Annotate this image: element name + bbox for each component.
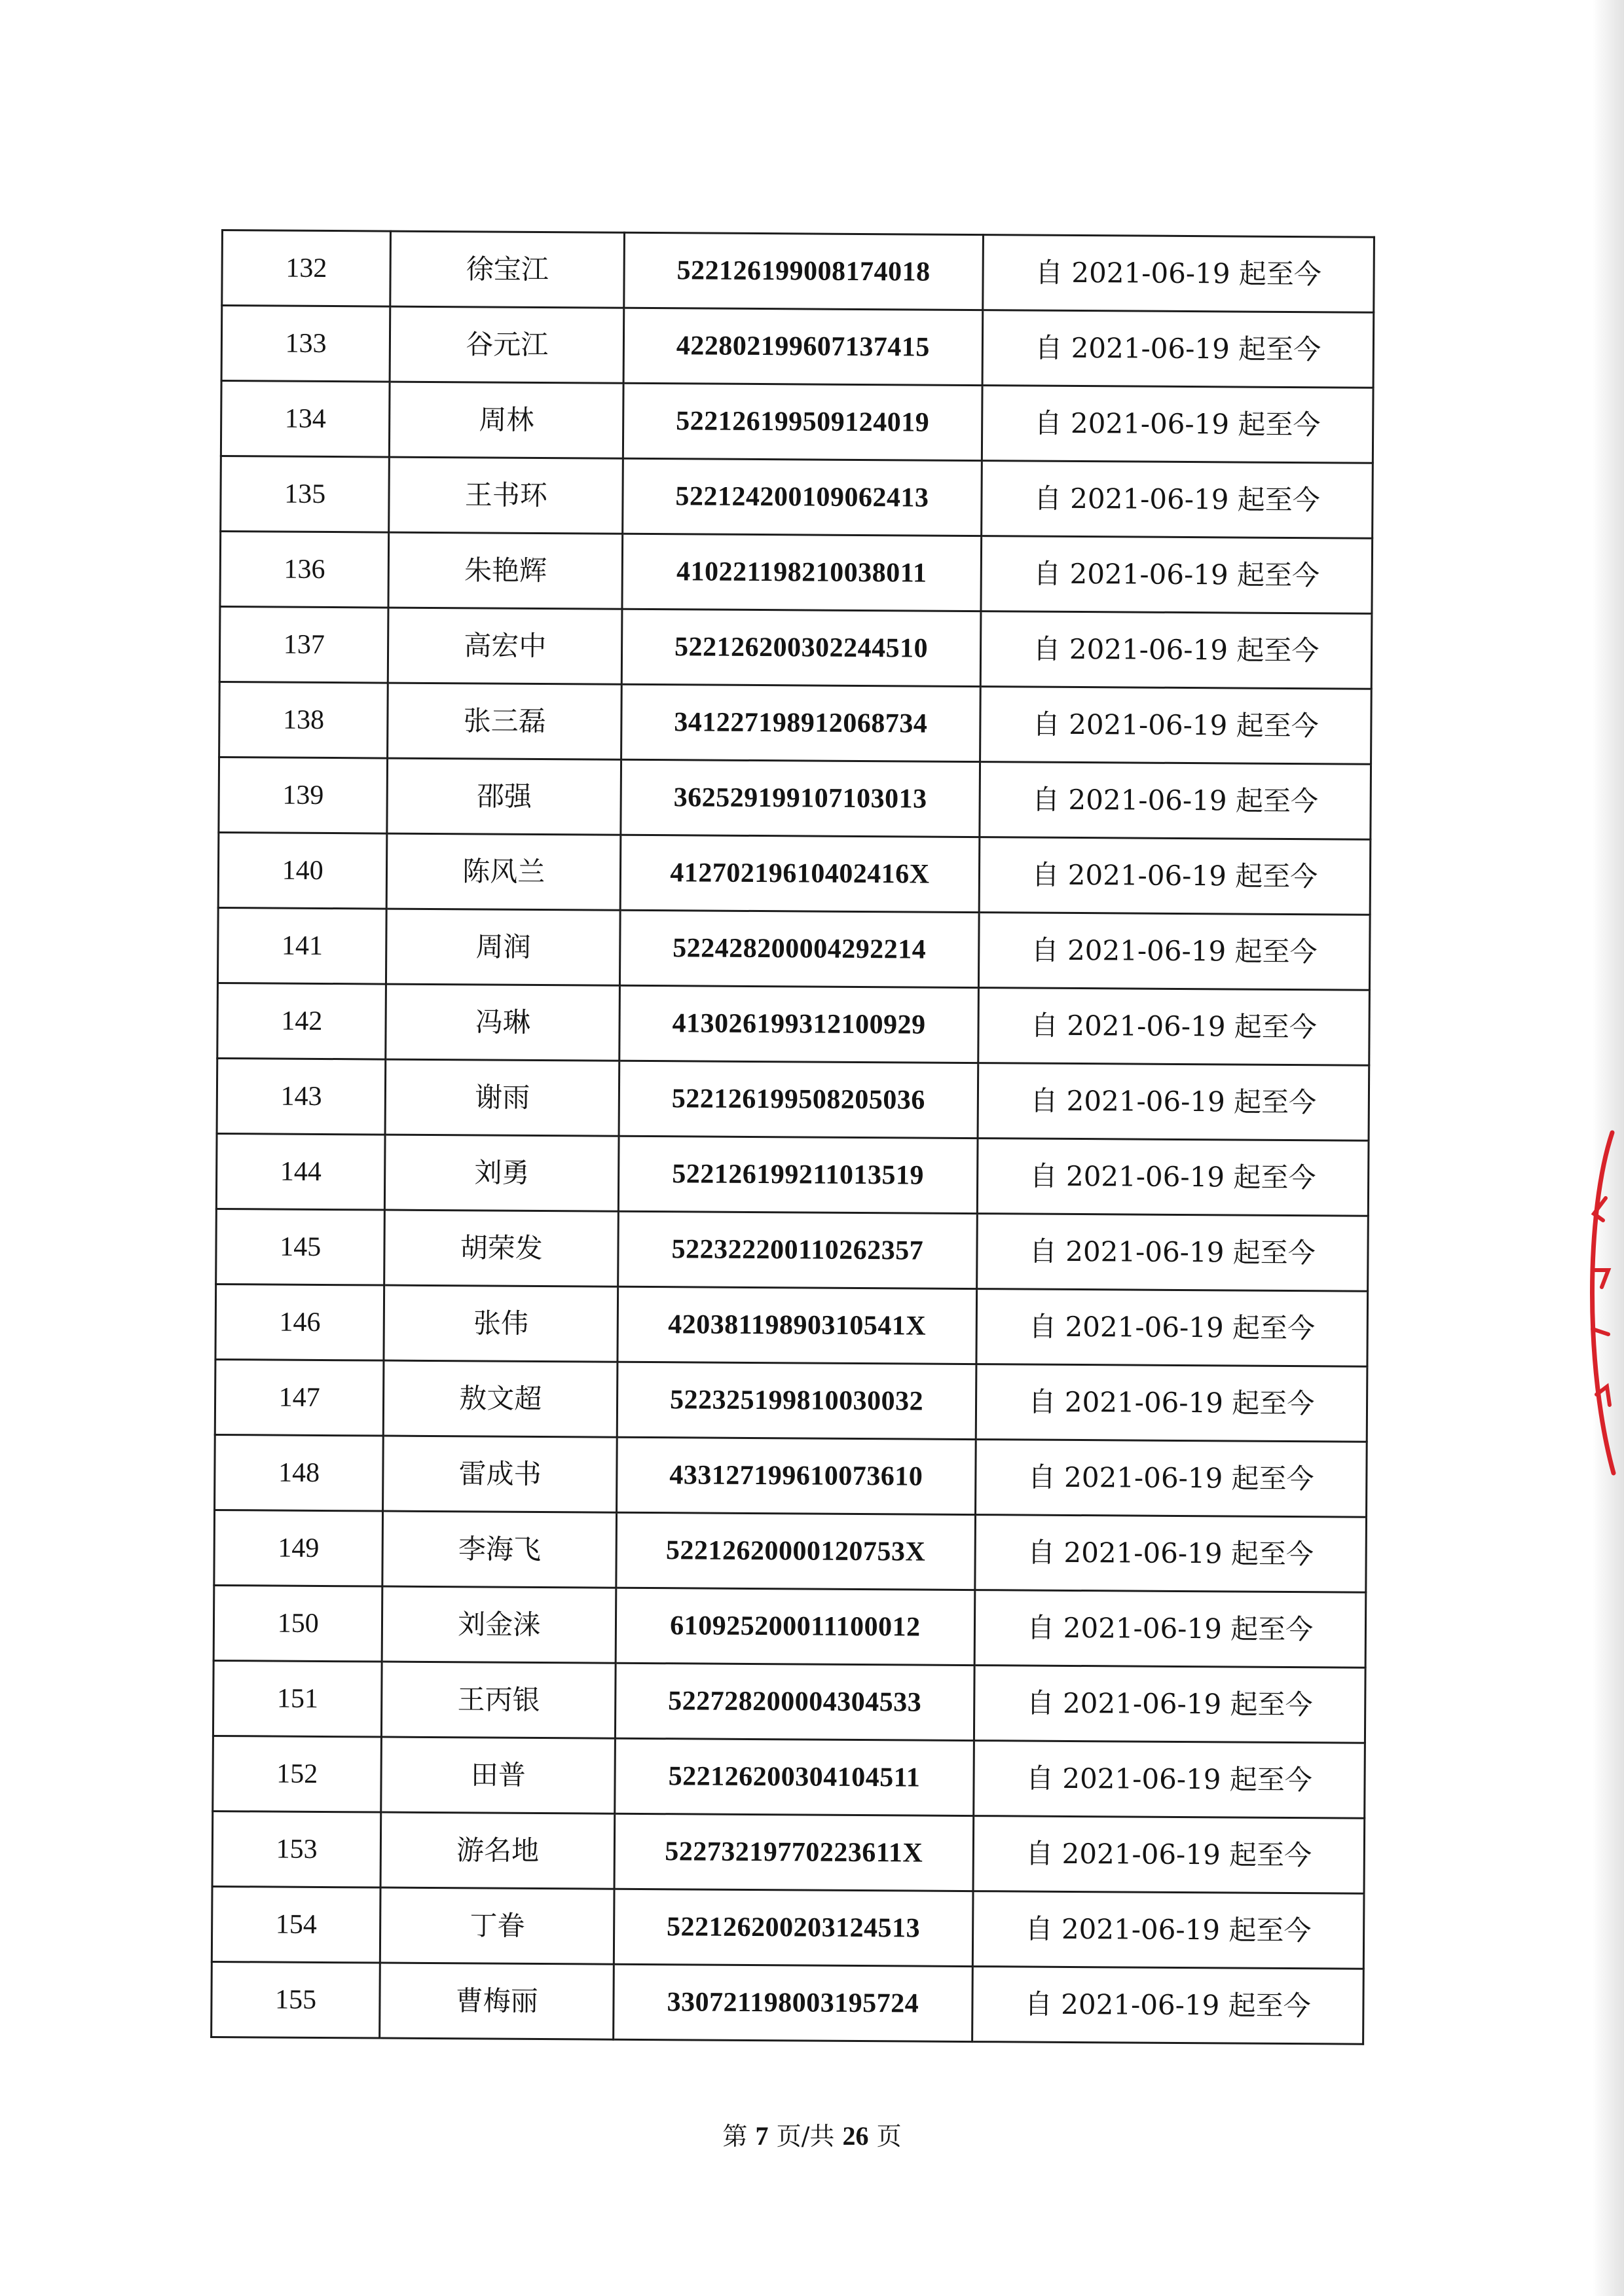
- table-row: [215, 1434, 1367, 1517]
- period: 自 2021-06-19 起至今: [975, 1440, 1367, 1518]
- row-number: 148: [215, 1434, 384, 1511]
- footer-suffix: 页: [876, 2122, 902, 2151]
- person-name: 刘金涞: [382, 1586, 616, 1663]
- id-number: 522126199508205036: [619, 1061, 978, 1138]
- id-number: 522126200203124513: [614, 1889, 973, 1966]
- person-name: 丁眷: [380, 1887, 615, 1964]
- person-name: 胡荣发: [384, 1210, 619, 1286]
- table-row: [213, 1585, 1366, 1667]
- current-page-number: 7: [755, 2121, 769, 2151]
- person-name: 朱艳辉: [388, 532, 623, 609]
- row-number: 151: [213, 1660, 382, 1737]
- row-number: 136: [220, 532, 389, 608]
- table-row: [218, 832, 1371, 915]
- page-footer: [0, 2116, 1624, 2152]
- seal-stamp-icon: [1566, 1120, 1624, 1486]
- person-name: 张三磊: [388, 683, 622, 759]
- table-row: [215, 1359, 1367, 1442]
- person-name: 敖文超: [384, 1360, 618, 1437]
- id-number: 522428200004292214: [620, 910, 979, 987]
- row-number: 145: [216, 1209, 385, 1285]
- row-number: 141: [217, 907, 386, 984]
- id-number: 522322200110262357: [618, 1211, 977, 1288]
- period: 自 2021-06-19 起至今: [974, 1515, 1366, 1593]
- row-number: 152: [213, 1736, 382, 1812]
- id-number: 433127199610073610: [617, 1437, 976, 1514]
- person-name: 刘勇: [385, 1135, 619, 1211]
- table-row: [212, 1961, 1364, 2044]
- period: 自 2021-06-19 起至今: [978, 913, 1370, 991]
- person-name: 徐宝江: [390, 231, 625, 308]
- row-number: 155: [212, 1961, 380, 2038]
- period: 自 2021-06-19 起至今: [978, 1063, 1369, 1141]
- id-number: 522126200302244510: [621, 609, 980, 686]
- table-row: [217, 907, 1370, 990]
- person-name: 周润: [386, 909, 621, 985]
- period: 自 2021-06-19 起至今: [980, 611, 1372, 689]
- table-row: [217, 983, 1370, 1065]
- table-row: [219, 757, 1371, 839]
- period: 自 2021-06-19 起至今: [976, 1289, 1368, 1367]
- id-number: 522124200109062413: [623, 458, 982, 536]
- person-name: 谢雨: [385, 1059, 619, 1136]
- person-name: 田普: [381, 1737, 616, 1813]
- id-number: 41270219610402416X: [620, 835, 979, 912]
- table-row: [219, 682, 1372, 764]
- period: 自 2021-06-19 起至今: [976, 1364, 1367, 1442]
- id-number: 341227198912068734: [621, 684, 980, 761]
- id-number: 522325199810030032: [617, 1362, 976, 1439]
- period: 自 2021-06-19 起至今: [972, 1891, 1364, 1969]
- period: 自 2021-06-19 起至今: [977, 1139, 1369, 1216]
- id-number: 330721198003195724: [614, 1964, 972, 2041]
- row-number: 140: [218, 832, 387, 909]
- row-number: 134: [221, 381, 390, 458]
- table-row: [220, 532, 1373, 614]
- id-number: 522126199211013519: [619, 1136, 978, 1213]
- period: 自 2021-06-19 起至今: [974, 1666, 1365, 1743]
- roster-table-body: [212, 230, 1375, 2045]
- period: 自 2021-06-19 起至今: [980, 762, 1371, 840]
- person-name: 邵强: [387, 758, 621, 835]
- period: 自 2021-06-19 起至今: [974, 1590, 1366, 1668]
- row-number: 150: [213, 1585, 382, 1662]
- row-number: 153: [212, 1811, 381, 1887]
- id-number: 610925200011100012: [616, 1588, 974, 1665]
- period: 自 2021-06-19 起至今: [981, 536, 1373, 614]
- period: 自 2021-06-19 起至今: [978, 988, 1369, 1066]
- row-number: 149: [214, 1510, 383, 1586]
- period: 自 2021-06-19 起至今: [973, 1741, 1365, 1819]
- person-name: 周林: [390, 382, 624, 458]
- table-row: [214, 1510, 1367, 1592]
- table-row: [217, 1058, 1369, 1140]
- table-row: [212, 1886, 1364, 1969]
- row-number: 135: [221, 456, 390, 533]
- table-row: [219, 606, 1372, 689]
- table-row: [221, 456, 1373, 539]
- period: 自 2021-06-19 起至今: [981, 461, 1373, 539]
- period: 自 2021-06-19 起至今: [982, 235, 1374, 313]
- table-row: [216, 1133, 1369, 1216]
- person-name: 李海飞: [382, 1511, 617, 1588]
- period: 自 2021-06-19 起至今: [980, 687, 1371, 765]
- row-number: 138: [219, 682, 388, 758]
- id-number: 52212620000120753X: [616, 1512, 975, 1590]
- table-row: [216, 1209, 1369, 1291]
- table-row: [221, 381, 1373, 464]
- row-number: 143: [217, 1058, 386, 1135]
- person-name: 高宏中: [388, 608, 623, 684]
- period: 自 2021-06-19 起至今: [972, 1967, 1363, 2045]
- id-number: 413026199312100929: [619, 985, 978, 1063]
- id-number: 410221198210038011: [622, 534, 981, 611]
- footer-middle: 页/共: [776, 2122, 835, 2151]
- row-number: 147: [215, 1359, 384, 1436]
- period: 自 2021-06-19 起至今: [979, 837, 1371, 915]
- person-name: 曹梅丽: [380, 1963, 614, 2039]
- row-number: 137: [219, 606, 388, 683]
- id-number: 522126199509124019: [623, 383, 982, 460]
- person-name: 冯琳: [386, 984, 620, 1061]
- id-number: 522728200004304533: [616, 1663, 974, 1740]
- id-number: 52273219770223611X: [614, 1813, 973, 1891]
- row-number: 133: [221, 306, 390, 382]
- id-number: 522126200304104511: [615, 1738, 974, 1815]
- period: 自 2021-06-19 起至今: [982, 386, 1373, 464]
- period: 自 2021-06-19 起至今: [976, 1214, 1368, 1292]
- person-name: 谷元江: [390, 306, 624, 383]
- person-name: 王书环: [389, 457, 623, 534]
- roster-table: [210, 229, 1375, 2045]
- person-name: 雷成书: [383, 1436, 618, 1512]
- table-row: [222, 230, 1375, 313]
- id-number: 42038119890310541X: [618, 1286, 976, 1364]
- table-row: [215, 1284, 1368, 1366]
- row-number: 144: [216, 1133, 385, 1210]
- person-name: 王丙银: [382, 1662, 616, 1738]
- person-name: 游名地: [380, 1812, 615, 1889]
- person-name: 张伟: [384, 1285, 618, 1362]
- footer-prefix: 第: [722, 2122, 748, 2151]
- id-number: 422802199607137415: [623, 308, 982, 385]
- row-number: 142: [217, 983, 386, 1059]
- row-number: 139: [219, 757, 388, 833]
- table-row: [213, 1660, 1365, 1743]
- table-row: [213, 1736, 1365, 1818]
- row-number: 132: [222, 230, 391, 307]
- table-row: [212, 1811, 1365, 1893]
- person-name: 陈风兰: [386, 833, 621, 910]
- period: 自 2021-06-19 起至今: [973, 1816, 1365, 1894]
- row-number: 154: [212, 1886, 380, 1963]
- period: 自 2021-06-19 起至今: [982, 310, 1374, 388]
- id-number: 362529199107103013: [621, 759, 980, 837]
- table-row: [221, 306, 1374, 388]
- row-number: 146: [215, 1284, 384, 1360]
- id-number: 522126199008174018: [624, 232, 983, 310]
- total-pages-number: 26: [842, 2121, 869, 2151]
